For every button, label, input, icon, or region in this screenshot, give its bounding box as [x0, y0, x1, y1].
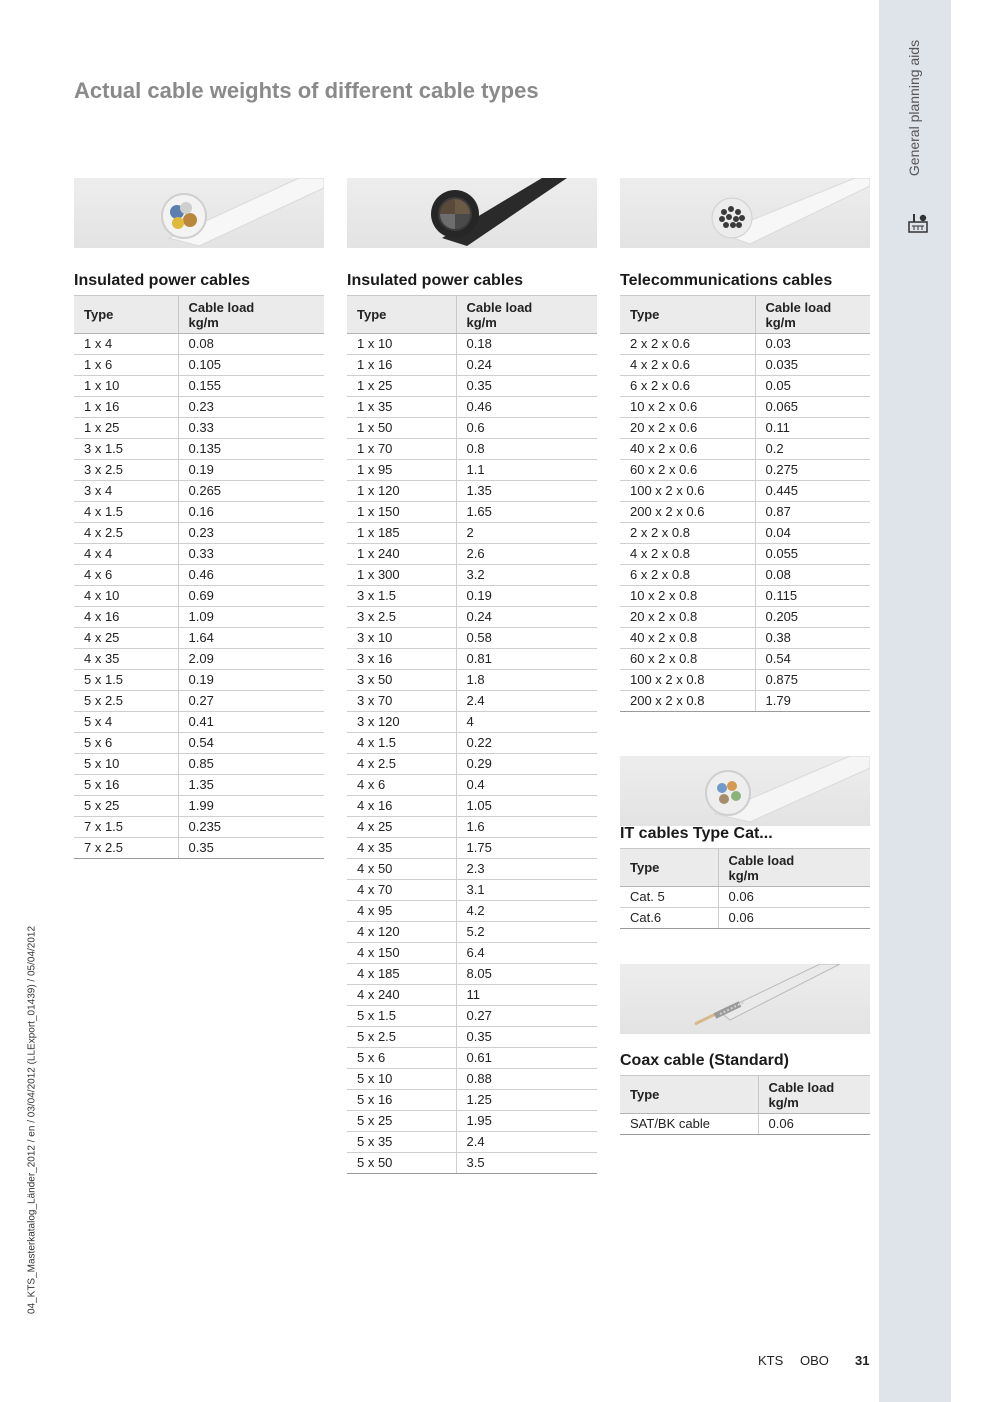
cell-type: 4 x 240	[347, 985, 456, 1006]
planning-aids-icon	[907, 212, 929, 234]
cell-type: 3 x 16	[347, 649, 456, 670]
table-row	[347, 754, 597, 775]
cell-cable-load: 1.35	[178, 775, 324, 796]
cell-type: 4 x 4	[74, 544, 178, 565]
cell-type: 1 x 150	[347, 502, 456, 523]
table-row	[347, 733, 597, 754]
cell-type: 2 x 2 x 0.6	[620, 334, 755, 355]
table-row	[347, 1069, 597, 1090]
telecom-cables-title: Telecommunications cables	[620, 272, 833, 289]
column-header-cable-load: Cable load kg/m	[456, 296, 597, 334]
coax-cable-photo	[620, 964, 870, 1034]
cell-type: 3 x 1.5	[74, 439, 178, 460]
table-row	[347, 355, 597, 376]
cell-cable-load: 0.275	[755, 460, 870, 481]
cell-cable-load: 0.27	[456, 1006, 597, 1027]
footer-brand-kts: KTS	[758, 1353, 784, 1368]
cell-type: 4 x 6	[347, 775, 456, 796]
cable-black-4-core-photo	[347, 178, 597, 248]
table-row	[347, 565, 597, 586]
table-row	[620, 691, 870, 712]
cell-type: 6 x 2 x 0.6	[620, 376, 755, 397]
cell-cable-load: 1.64	[178, 628, 324, 649]
cell-type: 3 x 70	[347, 691, 456, 712]
power-cables-title-2: Insulated power cables	[347, 272, 524, 289]
table-row	[347, 418, 597, 439]
table-row	[347, 1006, 597, 1027]
table-row	[74, 670, 324, 691]
cell-cable-load: 0.54	[178, 733, 324, 754]
cell-cable-load: 0.38	[755, 628, 870, 649]
table-row	[347, 880, 597, 901]
cell-type: 5 x 25	[74, 796, 178, 817]
cell-type: 200 x 2 x 0.6	[620, 502, 755, 523]
table-row	[620, 439, 870, 460]
cell-cable-load: 5.2	[456, 922, 597, 943]
table-row	[74, 544, 324, 565]
cell-cable-load: 0.23	[178, 523, 324, 544]
cell-cable-load: 0.58	[456, 628, 597, 649]
table-row	[74, 733, 324, 754]
cell-cable-load: 1.8	[456, 670, 597, 691]
cell-type: 4 x 150	[347, 943, 456, 964]
cell-cable-load: 0.33	[178, 418, 324, 439]
cell-type: 1 x 300	[347, 565, 456, 586]
table-row	[347, 943, 597, 964]
cell-type: 20 x 2 x 0.8	[620, 607, 755, 628]
table-row	[74, 502, 324, 523]
cell-cable-load: 1.25	[456, 1090, 597, 1111]
table-row	[347, 1090, 597, 1111]
column-header-cable-load: Cable load kg/m	[755, 296, 870, 334]
table-row	[620, 544, 870, 565]
sidebar-label: General planning aids	[906, 39, 922, 177]
cell-cable-load: 0.18	[456, 334, 597, 355]
table-row	[347, 964, 597, 985]
table-row	[347, 586, 597, 607]
cell-cable-load: 0.08	[178, 334, 324, 355]
table-row	[347, 901, 597, 922]
table-row	[74, 523, 324, 544]
table-row	[620, 481, 870, 502]
footer-brand-obo: OBO	[800, 1353, 829, 1368]
column-header-type: Type	[620, 849, 718, 887]
cell-cable-load: 0.11	[755, 418, 870, 439]
cell-type: 5 x 1.5	[74, 670, 178, 691]
cell-type: 40 x 2 x 0.8	[620, 628, 755, 649]
column-header-cable-load: Cable load kg/m	[178, 296, 324, 334]
cell-cable-load: 0.29	[456, 754, 597, 775]
catalog-reference: 04_KTS_Masterkatalog_Länder_2012 / en / 03/04/2012 (LLExport_01439) / 05/04/2012	[26, 925, 38, 1315]
cell-cable-load: 0.445	[755, 481, 870, 502]
cell-type: 1 x 10	[74, 376, 178, 397]
cell-type: 5 x 10	[74, 754, 178, 775]
cell-cable-load: 0.19	[178, 670, 324, 691]
table-row	[74, 607, 324, 628]
page-title: Actual cable weights of different cable types	[74, 78, 539, 103]
table-row	[347, 1132, 597, 1153]
cell-type: 1 x 35	[347, 397, 456, 418]
cell-type: 5 x 1.5	[347, 1006, 456, 1027]
cell-cable-load: 0.24	[456, 607, 597, 628]
cell-type: 4 x 2 x 0.8	[620, 544, 755, 565]
table-row	[620, 565, 870, 586]
cell-type: 4 x 70	[347, 880, 456, 901]
column-header-cable-load: Cable load kg/m	[718, 849, 870, 887]
it-cables-table	[620, 848, 870, 929]
it-cables-title: IT cables Type Cat...	[620, 825, 773, 842]
cell-cable-load: 0.055	[755, 544, 870, 565]
table-row	[74, 691, 324, 712]
cell-type: 4 x 185	[347, 964, 456, 985]
cell-cable-load: 3.1	[456, 880, 597, 901]
cell-cable-load: 0.46	[178, 565, 324, 586]
telecom-cables-table	[620, 295, 870, 712]
cell-cable-load: 1.09	[178, 607, 324, 628]
cell-cable-load: 0.05	[755, 376, 870, 397]
cable-3-core-photo	[74, 178, 324, 248]
cell-type: 40 x 2 x 0.6	[620, 439, 755, 460]
cell-cable-load: 0.875	[755, 670, 870, 691]
cell-cable-load: 0.235	[178, 817, 324, 838]
cell-cable-load: 4.2	[456, 901, 597, 922]
table-row	[74, 334, 324, 355]
cell-type: 1 x 25	[74, 418, 178, 439]
table-row	[620, 607, 870, 628]
cell-type: 100 x 2 x 0.8	[620, 670, 755, 691]
cell-type: 1 x 25	[347, 376, 456, 397]
cell-type: Cat. 5	[620, 887, 718, 908]
table-row	[347, 628, 597, 649]
table-row	[620, 887, 870, 908]
cell-cable-load: 2.4	[456, 691, 597, 712]
table-row	[347, 481, 597, 502]
cell-type: 3 x 1.5	[347, 586, 456, 607]
cell-cable-load: 0.69	[178, 586, 324, 607]
cell-type: 4 x 120	[347, 922, 456, 943]
cell-cable-load: 0.06	[758, 1114, 870, 1135]
table-row	[620, 586, 870, 607]
cell-type: 200 x 2 x 0.8	[620, 691, 755, 712]
table-row	[347, 817, 597, 838]
table-row	[347, 460, 597, 481]
cell-type: 3 x 10	[347, 628, 456, 649]
cell-cable-load: 1.05	[456, 796, 597, 817]
table-row	[347, 439, 597, 460]
table-row	[74, 418, 324, 439]
cell-type: 1 x 185	[347, 523, 456, 544]
table-row	[347, 397, 597, 418]
table-row	[347, 334, 597, 355]
cell-cable-load: 2.4	[456, 1132, 597, 1153]
cell-type: 5 x 16	[347, 1090, 456, 1111]
it-cable-photo	[620, 756, 870, 826]
cell-type: 4 x 6	[74, 565, 178, 586]
table-row	[74, 397, 324, 418]
table-row	[347, 796, 597, 817]
table-row	[347, 1027, 597, 1048]
table-row	[620, 670, 870, 691]
cell-cable-load: 0.8	[456, 439, 597, 460]
cell-cable-load: 0.22	[456, 733, 597, 754]
cell-type: 4 x 50	[347, 859, 456, 880]
table-row	[347, 712, 597, 733]
cell-type: 1 x 50	[347, 418, 456, 439]
cell-cable-load: 1.6	[456, 817, 597, 838]
column-header-type: Type	[620, 1076, 758, 1114]
cell-type: 10 x 2 x 0.8	[620, 586, 755, 607]
cell-cable-load: 3.5	[456, 1153, 597, 1174]
table-row	[347, 838, 597, 859]
table-row	[620, 397, 870, 418]
header-row	[620, 296, 870, 334]
cell-cable-load: 1.65	[456, 502, 597, 523]
cell-type: 5 x 6	[347, 1048, 456, 1069]
cell-type: 1 x 6	[74, 355, 178, 376]
cell-cable-load: 1.75	[456, 838, 597, 859]
cell-cable-load: 1.35	[456, 481, 597, 502]
table-row	[620, 334, 870, 355]
cell-cable-load: 0.35	[456, 376, 597, 397]
table-row	[347, 985, 597, 1006]
column-header-type: Type	[74, 296, 178, 334]
cell-cable-load: 0.04	[755, 523, 870, 544]
cell-type: 3 x 4	[74, 481, 178, 502]
cell-cable-load: 0.24	[456, 355, 597, 376]
cell-type: 5 x 16	[74, 775, 178, 796]
table-row	[347, 607, 597, 628]
cell-cable-load: 0.135	[178, 439, 324, 460]
cell-type: 5 x 2.5	[74, 691, 178, 712]
cell-cable-load: 0.46	[456, 397, 597, 418]
cell-type: 4 x 2.5	[74, 523, 178, 544]
table-row	[347, 775, 597, 796]
cell-type: 5 x 10	[347, 1069, 456, 1090]
column-header-type: Type	[347, 296, 456, 334]
table-row	[347, 523, 597, 544]
cell-type: 4 x 35	[74, 649, 178, 670]
table-row	[347, 859, 597, 880]
cell-cable-load: 1.95	[456, 1111, 597, 1132]
coax-cable-title: Coax cable (Standard)	[620, 1052, 789, 1069]
cell-type: 5 x 4	[74, 712, 178, 733]
table-row	[347, 1048, 597, 1069]
table-row	[74, 838, 324, 859]
cell-cable-load: 1.99	[178, 796, 324, 817]
cell-type: 1 x 16	[74, 397, 178, 418]
cell-cable-load: 0.85	[178, 754, 324, 775]
cell-cable-load: 0.35	[178, 838, 324, 859]
cell-cable-load: 3.2	[456, 565, 597, 586]
cell-cable-load: 0.2	[755, 439, 870, 460]
table-row	[74, 712, 324, 733]
coax-cable-table	[620, 1075, 870, 1135]
table-row	[620, 502, 870, 523]
cell-type: 1 x 10	[347, 334, 456, 355]
cell-type: Cat.6	[620, 908, 718, 929]
cell-type: 4 x 16	[347, 796, 456, 817]
cell-cable-load: 1.79	[755, 691, 870, 712]
cell-type: 4 x 2 x 0.6	[620, 355, 755, 376]
column-header-type: Type	[620, 296, 755, 334]
cell-cable-load: 8.05	[456, 964, 597, 985]
table-row	[347, 502, 597, 523]
table-row	[620, 376, 870, 397]
cell-type: 60 x 2 x 0.8	[620, 649, 755, 670]
table-row	[347, 1111, 597, 1132]
cell-type: 5 x 6	[74, 733, 178, 754]
table-row	[347, 670, 597, 691]
cell-type: SAT/BK cable	[620, 1114, 758, 1135]
table-row	[74, 754, 324, 775]
cell-type: 1 x 120	[347, 481, 456, 502]
cell-type: 7 x 2.5	[74, 838, 178, 859]
cell-type: 20 x 2 x 0.6	[620, 418, 755, 439]
cell-type: 4 x 25	[347, 817, 456, 838]
cell-cable-load: 1.1	[456, 460, 597, 481]
table-row	[620, 908, 870, 929]
table-row	[74, 439, 324, 460]
cell-cable-load: 11	[456, 985, 597, 1006]
cell-type: 4 x 25	[74, 628, 178, 649]
cell-cable-load: 0.265	[178, 481, 324, 502]
table-row	[347, 1153, 597, 1174]
table-row	[347, 649, 597, 670]
cell-cable-load: 0.61	[456, 1048, 597, 1069]
cell-type: 5 x 25	[347, 1111, 456, 1132]
cell-type: 5 x 2.5	[347, 1027, 456, 1048]
cell-type: 6 x 2 x 0.8	[620, 565, 755, 586]
cell-cable-load: 0.08	[755, 565, 870, 586]
table-row	[74, 586, 324, 607]
table-row	[620, 460, 870, 481]
cell-type: 10 x 2 x 0.6	[620, 397, 755, 418]
cell-cable-load: 0.33	[178, 544, 324, 565]
cell-cable-load: 2.09	[178, 649, 324, 670]
cell-cable-load: 0.06	[718, 908, 870, 929]
page-number: 31	[855, 1353, 870, 1368]
table-row	[74, 796, 324, 817]
table-row	[620, 628, 870, 649]
cell-type: 7 x 1.5	[74, 817, 178, 838]
cell-cable-load: 0.16	[178, 502, 324, 523]
cell-cable-load: 0.6	[456, 418, 597, 439]
table-row	[347, 376, 597, 397]
cell-type: 4 x 2.5	[347, 754, 456, 775]
cell-cable-load: 0.88	[456, 1069, 597, 1090]
cell-cable-load: 4	[456, 712, 597, 733]
table-row	[74, 775, 324, 796]
header-row	[620, 849, 870, 887]
cell-cable-load: 2.6	[456, 544, 597, 565]
cell-cable-load: 0.065	[755, 397, 870, 418]
cell-type: 100 x 2 x 0.6	[620, 481, 755, 502]
cell-cable-load: 2	[456, 523, 597, 544]
table-row	[620, 355, 870, 376]
cell-type: 4 x 35	[347, 838, 456, 859]
table-row	[74, 376, 324, 397]
cell-type: 3 x 2.5	[74, 460, 178, 481]
table-row	[347, 691, 597, 712]
cell-cable-load: 0.19	[178, 460, 324, 481]
cell-type: 1 x 16	[347, 355, 456, 376]
cell-cable-load: 0.4	[456, 775, 597, 796]
cell-cable-load: 0.03	[755, 334, 870, 355]
cell-cable-load: 0.41	[178, 712, 324, 733]
cell-type: 4 x 10	[74, 586, 178, 607]
header-row	[74, 296, 324, 334]
cell-cable-load: 0.19	[456, 586, 597, 607]
cell-type: 1 x 240	[347, 544, 456, 565]
cell-type: 5 x 50	[347, 1153, 456, 1174]
cell-type: 4 x 16	[74, 607, 178, 628]
telecom-cable-photo	[620, 178, 870, 248]
table-row	[620, 523, 870, 544]
cell-cable-load: 0.035	[755, 355, 870, 376]
table-row	[74, 649, 324, 670]
cell-type: 60 x 2 x 0.6	[620, 460, 755, 481]
header-row	[620, 1076, 870, 1114]
cell-cable-load: 6.4	[456, 943, 597, 964]
cell-type: 1 x 95	[347, 460, 456, 481]
cell-cable-load: 0.27	[178, 691, 324, 712]
cell-cable-load: 0.87	[755, 502, 870, 523]
table-row	[74, 628, 324, 649]
cell-cable-load: 0.155	[178, 376, 324, 397]
table-row	[347, 922, 597, 943]
header-row	[347, 296, 597, 334]
cell-type: 5 x 35	[347, 1132, 456, 1153]
table-row	[347, 544, 597, 565]
sidebar-strip	[879, 0, 951, 1402]
cell-type: 4 x 95	[347, 901, 456, 922]
cell-type: 2 x 2 x 0.8	[620, 523, 755, 544]
table-row	[74, 565, 324, 586]
cell-type: 3 x 120	[347, 712, 456, 733]
cell-type: 1 x 4	[74, 334, 178, 355]
power-cables-table-1	[74, 295, 324, 859]
cell-cable-load: 0.115	[755, 586, 870, 607]
cell-type: 3 x 50	[347, 670, 456, 691]
table-row	[620, 649, 870, 670]
table-row	[620, 418, 870, 439]
power-cables-table-2	[347, 295, 597, 1174]
cell-cable-load: 0.54	[755, 649, 870, 670]
table-row	[620, 1114, 870, 1135]
cell-type: 4 x 1.5	[347, 733, 456, 754]
power-cables-title-1: Insulated power cables	[74, 272, 251, 289]
cell-cable-load: 0.23	[178, 397, 324, 418]
cell-cable-load: 0.205	[755, 607, 870, 628]
table-row	[74, 355, 324, 376]
cell-type: 1 x 70	[347, 439, 456, 460]
cell-cable-load: 0.06	[718, 887, 870, 908]
cell-type: 3 x 2.5	[347, 607, 456, 628]
table-row	[74, 481, 324, 502]
cell-cable-load: 0.105	[178, 355, 324, 376]
cell-cable-load: 0.81	[456, 649, 597, 670]
cell-cable-load: 0.35	[456, 1027, 597, 1048]
cell-type: 4 x 1.5	[74, 502, 178, 523]
table-row	[74, 817, 324, 838]
table-row	[74, 460, 324, 481]
cell-cable-load: 2.3	[456, 859, 597, 880]
column-header-cable-load: Cable load kg/m	[758, 1076, 870, 1114]
